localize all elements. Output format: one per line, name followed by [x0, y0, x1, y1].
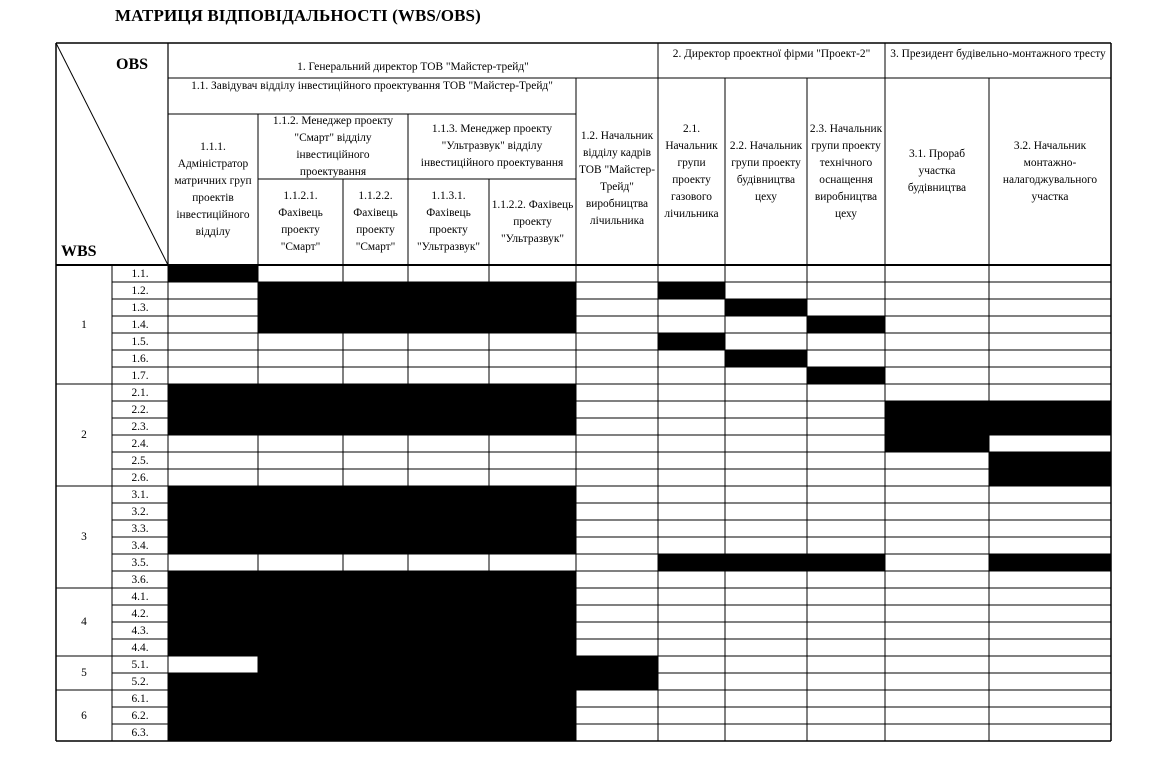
- wbs-row-label: 6.2.: [131, 709, 149, 722]
- responsibility-cell-filled: [489, 690, 576, 707]
- responsibility-cell-filled: [168, 384, 258, 401]
- corner-diagonal-line: [56, 43, 168, 265]
- responsibility-cell-filled: [343, 656, 408, 673]
- responsibility-cell-filled: [408, 282, 489, 299]
- header-smart-specialist-1: 1.1.2.1. Фахівець проекту "Смарт": [278, 190, 323, 253]
- wbs-row-label: 1.6.: [131, 352, 149, 365]
- header-ultrasound-manager: 1.1.3. Менеджер проекту "Ультразвук" відділу інвестиційного проектування: [420, 123, 564, 169]
- responsibility-cell-filled: [343, 486, 408, 503]
- wbs-row-label: 5.1.: [131, 658, 149, 671]
- page-title: МАТРИЦЯ ВІДПОВІДАЛЬНОСТІ (WBS/OBS): [115, 6, 481, 25]
- wbs-row-label: 2.3.: [131, 420, 149, 433]
- responsibility-cell-filled: [168, 622, 258, 639]
- responsibility-cell-filled: [258, 401, 343, 418]
- responsibility-cell-filled: [343, 690, 408, 707]
- responsibility-cell-filled: [408, 418, 489, 435]
- responsibility-cell-filled: [489, 537, 576, 554]
- wbs-row-label: 3.3.: [131, 522, 149, 535]
- responsibility-cell-filled: [885, 401, 989, 418]
- header-equipment-group: 2.3. Начальник групи проекту технічного оснащення виробництва цеху: [809, 122, 883, 220]
- responsibility-cell-filled: [658, 282, 725, 299]
- responsibility-cell-filled: [168, 265, 258, 282]
- wbs-row-label: 1.4.: [131, 318, 149, 331]
- header-smart-manager: 1.1.2. Менеджер проекту "Смарт" відділу інвестиційного проектування: [272, 114, 394, 178]
- responsibility-cell-filled: [989, 418, 1111, 435]
- responsibility-cell-filled: [489, 673, 576, 690]
- responsibility-cell-filled: [408, 520, 489, 537]
- responsibility-cell-filled: [343, 605, 408, 622]
- responsibility-cell-filled: [725, 350, 807, 367]
- responsibility-cell-filled: [343, 282, 408, 299]
- responsibility-cell-filled: [168, 486, 258, 503]
- wbs-row-label: 5.2.: [131, 675, 149, 688]
- responsibility-cell-filled: [807, 316, 885, 333]
- responsibility-cell-filled: [489, 656, 576, 673]
- responsibility-cell-filled: [408, 571, 489, 588]
- responsibility-cell-filled: [489, 605, 576, 622]
- responsibility-cell-filled: [489, 486, 576, 503]
- responsibility-cell-filled: [168, 418, 258, 435]
- wbs-row-label: 1.1.: [131, 267, 149, 280]
- header-general-director: 1. Генеральний директор ТОВ "Майстер-трейд": [297, 61, 529, 73]
- responsibility-cell-filled: [989, 452, 1111, 469]
- responsibility-cell-filled: [489, 639, 576, 656]
- responsibility-cell-filled: [408, 724, 489, 741]
- responsibility-cell-filled: [576, 673, 658, 690]
- corner-wbs-label: WBS: [61, 243, 97, 260]
- responsibility-cell-filled: [408, 690, 489, 707]
- responsibility-cell-filled: [408, 401, 489, 418]
- wbs-row-label: 4.3.: [131, 624, 149, 637]
- header-site-foreman: 3.1. Прораб участка будівництва: [907, 148, 967, 194]
- header-matrix-admin: 1.1.1. Адміністратор матричних груп проектів інвестиційного відділу: [174, 140, 252, 238]
- responsibility-cell-filled: [258, 486, 343, 503]
- wbs-row-label: 2.4.: [131, 437, 149, 450]
- header-design-director: 2. Директор проектної фірми "Проект-2": [672, 48, 871, 60]
- responsibility-cell-filled: [168, 520, 258, 537]
- responsibility-cell-filled: [489, 503, 576, 520]
- responsibility-cell-filled: [408, 503, 489, 520]
- responsibility-cell-filled: [658, 554, 725, 571]
- wbs-row-label: 2.2.: [131, 403, 149, 416]
- responsibility-cell-filled: [576, 656, 658, 673]
- responsibility-cell-filled: [489, 384, 576, 401]
- responsibility-cell-filled: [258, 707, 343, 724]
- responsibility-cell-filled: [258, 724, 343, 741]
- responsibility-cell-filled: [258, 673, 343, 690]
- responsibility-cell-filled: [989, 469, 1111, 486]
- responsibility-cell-filled: [258, 690, 343, 707]
- wbs-row-label: 3.5.: [131, 556, 149, 569]
- responsibility-cell-filled: [489, 707, 576, 724]
- responsibility-cell-filled: [343, 707, 408, 724]
- corner-obs-label: OBS: [116, 56, 149, 73]
- wbs-row-label: 4.4.: [131, 641, 149, 654]
- wbs-group-label: 5: [81, 667, 87, 679]
- header-ultrasound-specialist-2: 1.1.2.2. Фахівець проекту "Ультразвук": [491, 198, 574, 245]
- responsibility-cell-filled: [258, 622, 343, 639]
- wbs-row-label: 3.2.: [131, 505, 149, 518]
- wbs-row-label: 1.5.: [131, 335, 149, 348]
- wbs-row-label: 2.5.: [131, 454, 149, 467]
- responsibility-cell-filled: [343, 316, 408, 333]
- header-smart-specialist-2: 1.1.2.2. Фахівець проекту "Смарт": [353, 190, 398, 253]
- wbs-row-label: 4.2.: [131, 607, 149, 620]
- responsibility-cell-filled: [343, 401, 408, 418]
- responsibility-cell-filled: [168, 588, 258, 605]
- wbs-group-label: 3: [81, 531, 87, 543]
- responsibility-cell-filled: [168, 639, 258, 656]
- responsibility-cell-filled: [725, 299, 807, 316]
- responsibility-cell-filled: [489, 520, 576, 537]
- responsibility-cell-filled: [168, 503, 258, 520]
- responsibility-cell-filled: [408, 639, 489, 656]
- responsibility-cell-filled: [258, 605, 343, 622]
- responsibility-cell-filled: [258, 520, 343, 537]
- responsibility-cell-filled: [258, 384, 343, 401]
- responsibility-cell-filled: [258, 282, 343, 299]
- responsibility-cell-filled: [168, 605, 258, 622]
- responsibility-cell-filled: [343, 503, 408, 520]
- responsibility-cell-filled: [408, 673, 489, 690]
- responsibility-cell-filled: [168, 707, 258, 724]
- responsibility-cell-filled: [408, 316, 489, 333]
- responsibility-cell-filled: [258, 418, 343, 435]
- responsibility-cell-filled: [725, 554, 807, 571]
- responsibility-cell-filled: [168, 724, 258, 741]
- responsibility-cell-filled: [989, 401, 1111, 418]
- responsibility-cell-filled: [489, 588, 576, 605]
- responsibility-cell-filled: [343, 622, 408, 639]
- header-commissioning-head: 3.2. Начальник монтажно-налагоджувального участка: [1002, 139, 1098, 203]
- responsibility-cell-filled: [343, 588, 408, 605]
- wbs-row-label: 3.4.: [131, 539, 149, 552]
- responsibility-cell-filled: [168, 401, 258, 418]
- responsibility-cell-filled: [885, 435, 989, 452]
- responsibility-cell-filled: [489, 316, 576, 333]
- wbs-row-label: 6.3.: [131, 726, 149, 739]
- responsibility-cell-filled: [489, 401, 576, 418]
- header-gas-meter-group: 2.1. Начальник групи проекту газового лічильника: [664, 122, 719, 220]
- responsibility-cell-filled: [807, 554, 885, 571]
- responsibility-cell-filled: [258, 588, 343, 605]
- responsibility-cell-filled: [343, 520, 408, 537]
- responsibility-cell-filled: [489, 418, 576, 435]
- responsibility-cell-filled: [885, 418, 989, 435]
- responsibility-cell-filled: [807, 367, 885, 384]
- responsibility-cell-filled: [489, 282, 576, 299]
- responsibility-cell-filled: [408, 707, 489, 724]
- responsibility-cell-filled: [658, 333, 725, 350]
- wbs-row-label: 2.1.: [131, 386, 149, 399]
- header-ultrasound-specialist-1: 1.1.3.1. Фахівець проекту "Ультразвук": [416, 190, 481, 253]
- responsibility-cell-filled: [168, 571, 258, 588]
- header-investment-dept-head: 1.1. Завідувач відділу інвестиційного проектування ТОВ "Майстер-Трейд": [191, 80, 553, 92]
- responsibility-cell-filled: [168, 537, 258, 554]
- header-workshop-group: 2.2. Начальник групи проекту будівництва цеху: [729, 139, 803, 203]
- responsibility-cell-filled: [489, 571, 576, 588]
- responsibility-cell-filled: [343, 537, 408, 554]
- responsibility-cell-filled: [408, 622, 489, 639]
- wbs-row-label: 1.2.: [131, 284, 149, 297]
- responsibility-cell-filled: [343, 673, 408, 690]
- wbs-group-label: 2: [81, 429, 87, 441]
- responsibility-cell-filled: [408, 384, 489, 401]
- responsibility-cell-filled: [408, 537, 489, 554]
- responsibility-cell-filled: [408, 299, 489, 316]
- responsibility-cell-filled: [258, 316, 343, 333]
- responsibility-cell-filled: [989, 554, 1111, 571]
- responsibility-cell-filled: [408, 486, 489, 503]
- responsibility-cell-filled: [489, 622, 576, 639]
- responsibility-cell-filled: [258, 537, 343, 554]
- responsibility-cell-filled: [258, 639, 343, 656]
- responsibility-cell-filled: [343, 418, 408, 435]
- wbs-row-label: 2.6.: [131, 471, 149, 484]
- header-hr-head: 1.2. Начальник відділу кадрів ТОВ "Майстер-Трейд" виробництва лічильника: [579, 129, 655, 227]
- wbs-row-label: 6.1.: [131, 692, 149, 705]
- responsibility-cell-filled: [343, 639, 408, 656]
- wbs-row-label: 3.1.: [131, 488, 149, 501]
- header-construction-president: 3. Президент будівельно-монтажного тресту: [890, 48, 1106, 60]
- responsibility-cell-filled: [408, 656, 489, 673]
- responsibility-cell-filled: [408, 588, 489, 605]
- wbs-row-label: 4.1.: [131, 590, 149, 603]
- wbs-row-label: 1.3.: [131, 301, 149, 314]
- responsibility-cell-filled: [489, 724, 576, 741]
- responsibility-cell-filled: [408, 605, 489, 622]
- responsibility-cell-filled: [168, 673, 258, 690]
- responsibility-cell-filled: [343, 724, 408, 741]
- responsibility-cell-filled: [258, 571, 343, 588]
- responsibility-cell-filled: [258, 656, 343, 673]
- responsibility-cell-filled: [343, 384, 408, 401]
- wbs-row-label: 3.6.: [131, 573, 149, 586]
- responsibility-cell-filled: [258, 503, 343, 520]
- wbs-row-label: 1.7.: [131, 369, 149, 382]
- responsibility-cell-filled: [258, 299, 343, 316]
- responsibility-cell-filled: [343, 571, 408, 588]
- responsibility-cell-filled: [343, 299, 408, 316]
- wbs-group-label: 6: [81, 709, 87, 722]
- wbs-group-label: 4: [81, 616, 87, 628]
- wbs-group-label: 1: [81, 318, 87, 331]
- responsibility-cell-filled: [168, 690, 258, 707]
- responsibility-cell-filled: [489, 299, 576, 316]
